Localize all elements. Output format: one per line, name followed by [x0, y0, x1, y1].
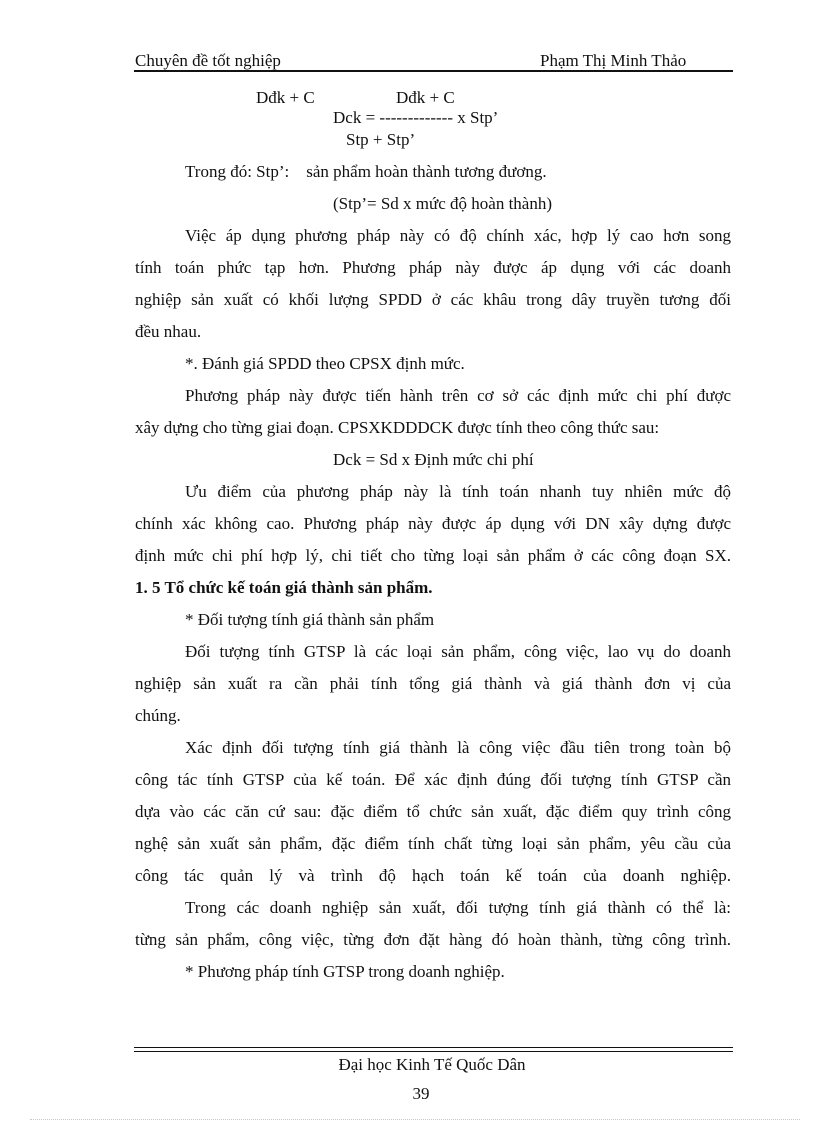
paragraph-line: Phương pháp này được tiến hành trên cơ sở các định mức chi phí được: [185, 386, 731, 405]
paragraph-line: dựa vào các căn cứ sau: đặc điểm tổ chức sản xuất, đặc điểm quy trình công: [135, 802, 731, 821]
paragraph-line: đều nhau.: [135, 322, 202, 341]
paragraph-line: Xác định đối tượng tính giá thành là công việc đầu tiên trong toàn bộ: [185, 738, 731, 757]
paragraph-line: định mức chi phí hợp lý, chi tiết cho từng loại sản phẩm ở các công đoạn SX.: [135, 546, 731, 565]
formula-numerator-right: Dđk + C: [396, 88, 455, 107]
header-left: Chuyên đề tốt nghiệp: [135, 51, 281, 70]
formula-2: Dck = Sd x Định mức chi phí: [333, 450, 534, 469]
footer-institution: Đại học Kinh Tế Quốc Dân: [338, 1055, 526, 1074]
subheading: *. Đánh giá SPDD theo CPSX định mức.: [185, 354, 465, 373]
paragraph-line: Trong các doanh nghiệp sản xuất, đối tượng tính giá thành có thể là:: [185, 898, 731, 917]
paragraph-line: nghiệp sản xuất có khối lượng SPDD ở các khâu trong dây truyền tương đối: [135, 290, 731, 309]
stp-definition: (Stp’= Sd x mức độ hoàn thành): [333, 194, 552, 213]
subheading: * Đối tượng tính giá thành sản phẩm: [185, 610, 435, 629]
paragraph-line: nghiệp sản xuất ra cần phải tính tổng giá thành và giá thành đơn vị của: [135, 674, 731, 693]
paragraph-line: xây dựng cho từng giai đoạn. CPSXKDDDCK được tính theo công thức sau:: [135, 418, 660, 437]
paragraph-line: Việc áp dụng phương pháp này có độ chính xác, hợp lý cao hơn song: [185, 226, 731, 245]
footer-rule: [134, 1047, 733, 1048]
paragraph-line: Đối tượng tính GTSP là các loại sản phẩm, công việc, lao vụ do doanh: [185, 642, 731, 661]
paragraph-line: công tác quản lý và trình độ hạch toán kế toán của doanh nghiệp.: [135, 866, 731, 885]
footer-rule: [134, 1051, 733, 1052]
header-rule: [134, 70, 733, 72]
paragraph-line: nghệ sản xuất sản phẩm, đặc điểm tính chất từng loại sản phẩm, yêu cầu của: [135, 834, 731, 853]
paragraph-line: công tác tính GTSP của kế toán. Để xác định đúng đối tượng tính GTSP cần: [135, 770, 731, 789]
formula-numerator-left: Dđk + C: [256, 88, 315, 107]
formula-main: Dck = ------------- x Stp’: [333, 108, 499, 127]
page-number: 39: [412, 1084, 430, 1103]
subheading: * Phương pháp tính GTSP trong doanh nghiệp.: [185, 962, 505, 981]
section-heading: 1. 5 Tổ chức kế toán giá thành sản phẩm.: [135, 578, 433, 597]
formula-denominator: Stp + Stp’: [346, 130, 416, 149]
paragraph-line: chính xác không cao. Phương pháp này được áp dụng với DN xây dựng được: [135, 514, 731, 533]
header-right: Phạm Thị Minh Thảo: [540, 51, 687, 70]
page-edge: [30, 1119, 800, 1120]
paragraph-line: Ưu điểm của phương pháp này là tính toán nhanh tuy nhiên mức độ: [185, 482, 731, 501]
paragraph-line: từng sản phẩm, công việc, từng đơn đặt hàng đó hoàn thành, từng công trình.: [135, 930, 731, 949]
paragraph-line: chúng.: [135, 706, 181, 725]
paragraph-line: tính toán phức tạp hơn. Phương pháp này được áp dụng với các doanh: [135, 258, 731, 277]
where-line: Trong đó: Stp’: sản phẩm hoàn thành tương đương.: [185, 162, 547, 181]
